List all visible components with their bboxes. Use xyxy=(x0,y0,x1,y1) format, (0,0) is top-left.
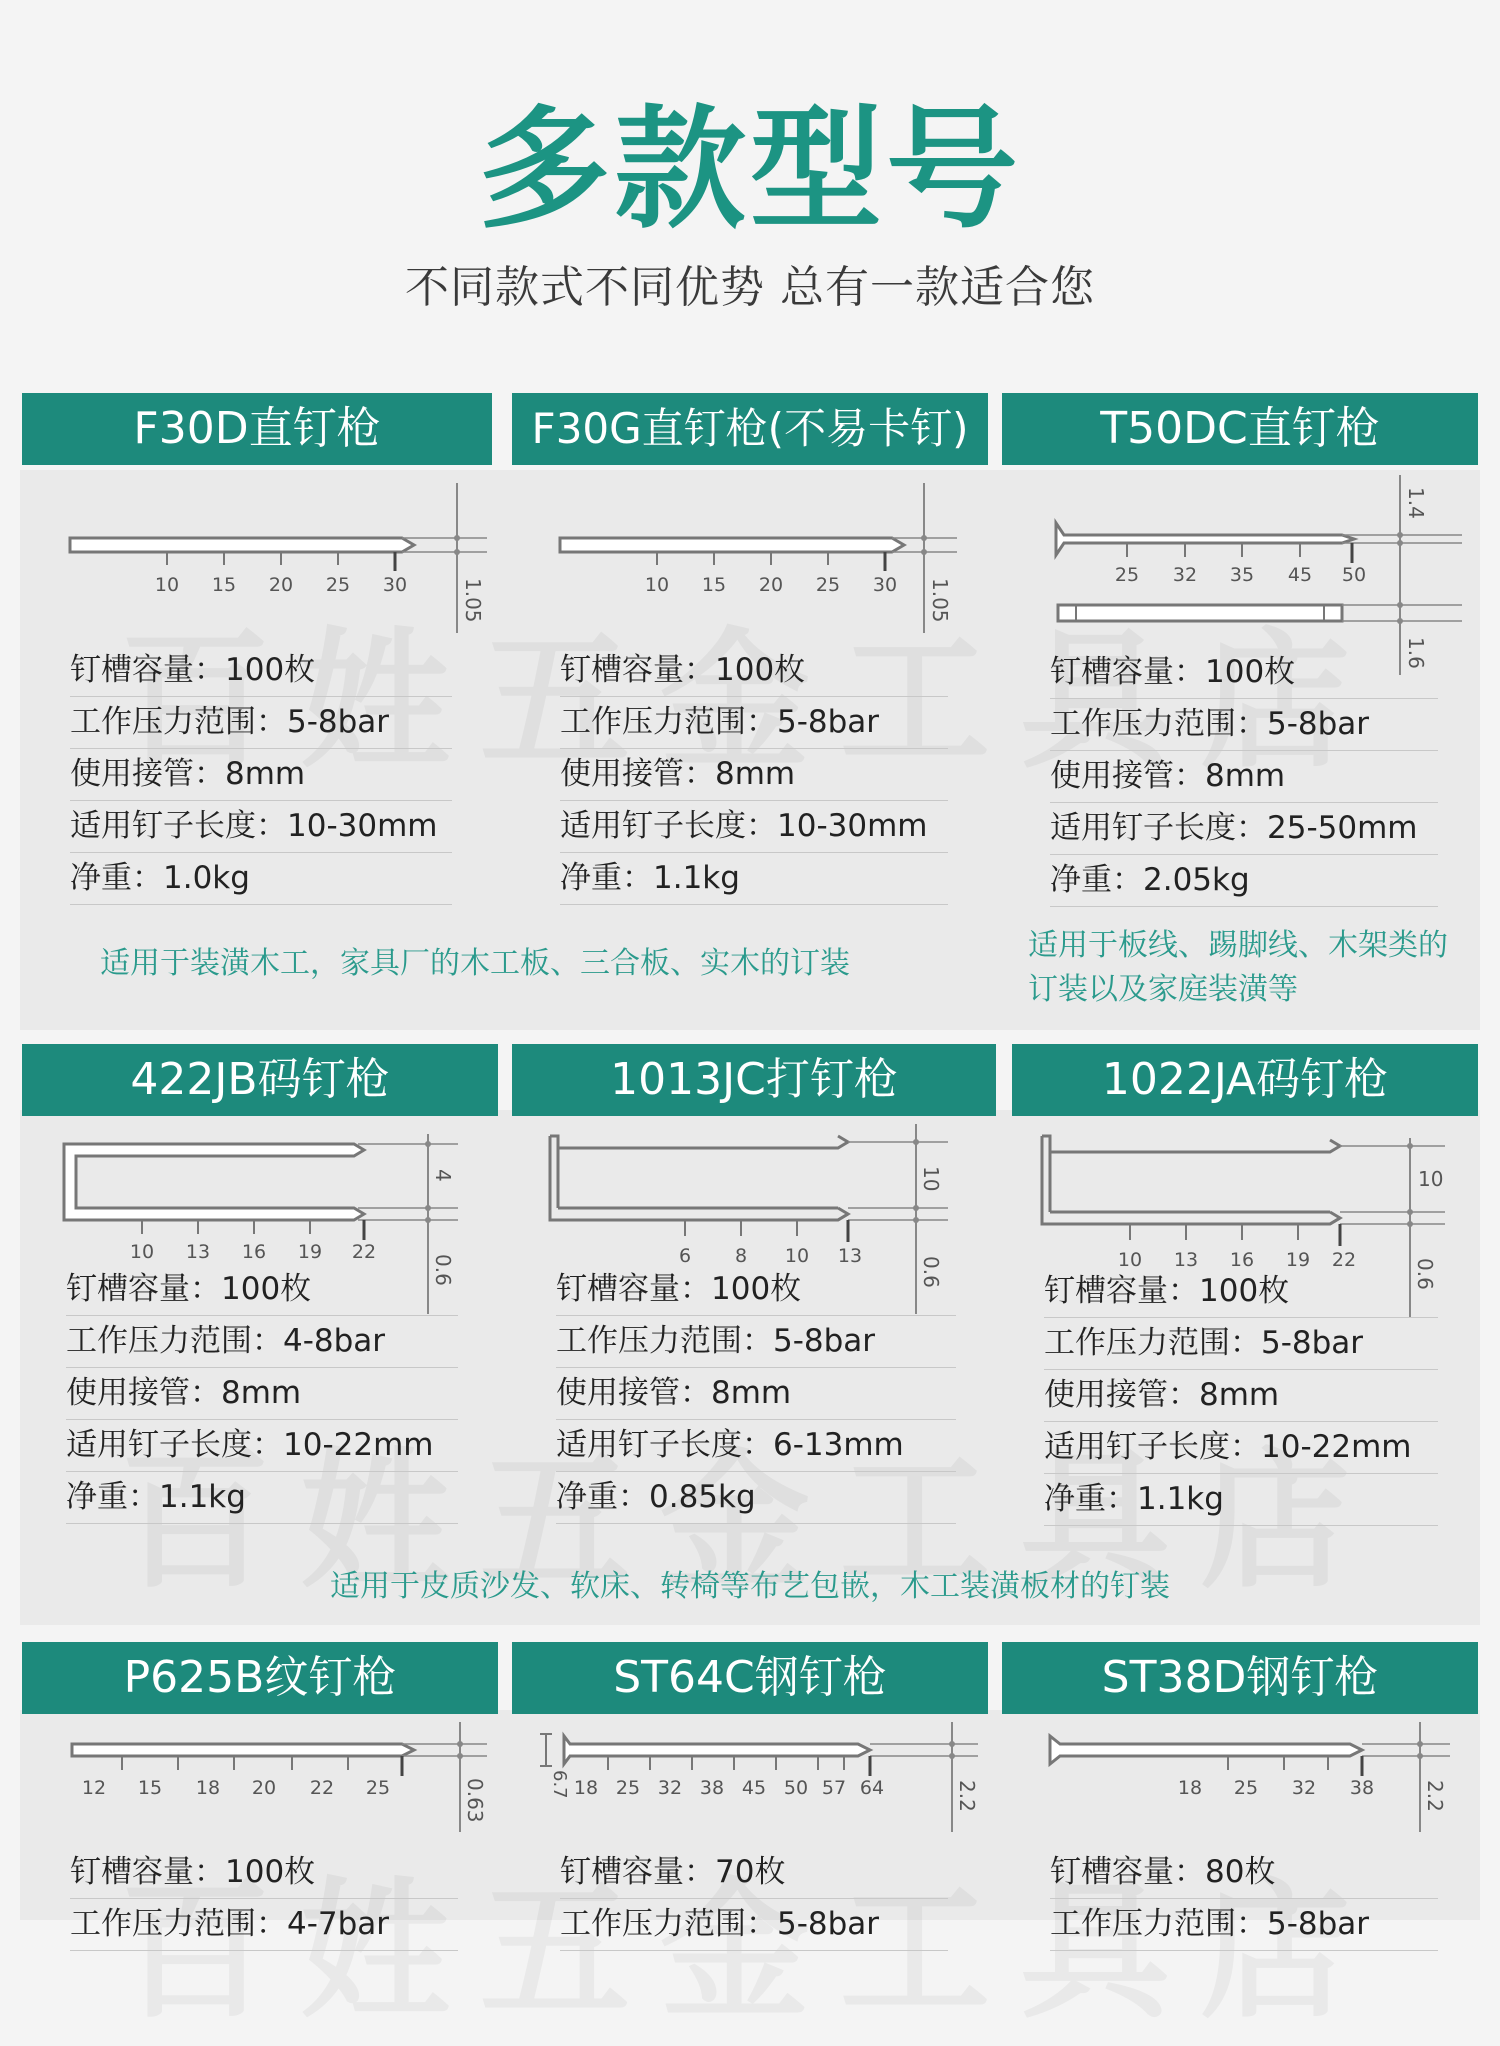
tick-label: 45 xyxy=(1287,564,1313,586)
dimension-label: 0.6 xyxy=(919,1256,943,1288)
spec-capacity: 钉槽容量：100枚 xyxy=(1050,647,1438,699)
tick-label: 20 xyxy=(758,574,784,596)
product-card-1022ja xyxy=(1012,1044,1478,1625)
spec-pressure: 工作压力范围：5-8bar xyxy=(560,1899,948,1951)
tick-label: 10 xyxy=(784,1245,810,1267)
tick-label: 8 xyxy=(734,1245,748,1267)
spec-pressure: 工作压力范围：4-7bar xyxy=(70,1899,458,1951)
nail-dimension-diagram xyxy=(1042,475,1472,675)
dimension-label: 0.63 xyxy=(463,1778,487,1823)
tick-label: 32 xyxy=(1291,1777,1317,1799)
tick-label: 25 xyxy=(815,574,841,596)
usage-description: 适用于皮质沙发、软床、转椅等布艺包嵌，木工装潢板材的钉装 xyxy=(330,1569,1170,1604)
spec-list xyxy=(66,1264,458,1524)
tick-label: 16 xyxy=(1229,1249,1255,1271)
tick-label: 19 xyxy=(297,1241,323,1263)
spec-weight: 净重：2.05kg xyxy=(1050,855,1438,907)
tick-label: 64 xyxy=(859,1777,885,1799)
tick-label: 6 xyxy=(678,1245,692,1267)
spec-hose: 使用接管：8mm xyxy=(1044,1370,1438,1422)
spec-capacity: 钉槽容量：100枚 xyxy=(560,645,948,697)
product-title: ST64C钢钉枪 xyxy=(512,1642,988,1714)
tick-label: 50 xyxy=(783,1777,809,1799)
tick-label: 22 xyxy=(351,1241,377,1263)
product-card-p625b xyxy=(22,1642,498,1942)
spec-nail-length: 适用钉子长度：6-13mm xyxy=(556,1420,956,1472)
tick-label: 25 xyxy=(1114,564,1140,586)
spec-pressure: 工作压力范围：5-8bar xyxy=(556,1316,956,1368)
tick-label: 13 xyxy=(185,1241,211,1263)
tick-label: 45 xyxy=(741,1777,767,1799)
tick-label: 18 xyxy=(573,1777,599,1799)
dimension-label: 10 xyxy=(919,1166,943,1192)
dimension-label: 0.6 xyxy=(1413,1258,1437,1290)
usage-description: 适用于板线、踢脚线、木架类的订装以及家庭装潢等 xyxy=(1028,928,1448,1007)
tick-label: 57 xyxy=(821,1777,847,1799)
product-title: 1013JC打钉枪 xyxy=(512,1044,996,1116)
tick-label: 16 xyxy=(241,1241,267,1263)
nail-dimension-diagram xyxy=(1038,1722,1468,1832)
spec-hose: 使用接管：8mm xyxy=(66,1368,458,1420)
tick-label: 18 xyxy=(1177,1777,1203,1799)
product-card-st64c xyxy=(512,1642,988,1942)
spec-hose: 使用接管：8mm xyxy=(556,1368,956,1420)
spec-list xyxy=(70,1847,458,1951)
tick-label: 18 xyxy=(195,1777,221,1799)
tick-label: 38 xyxy=(699,1777,725,1799)
tick-label: 50 xyxy=(1341,564,1367,586)
tick-label: 13 xyxy=(1173,1249,1199,1271)
tick-label: 20 xyxy=(251,1777,277,1799)
nail-dimension-diagram xyxy=(552,483,982,633)
tick-label: 25 xyxy=(1233,1777,1259,1799)
usage-description: 适用于装潢木工，家具厂的木工板、三合板、实木的订装 xyxy=(100,946,850,981)
dimension-label: 0.6 xyxy=(431,1254,455,1286)
tick-label: 13 xyxy=(837,1245,863,1267)
spec-pressure: 工作压力范围：5-8bar xyxy=(1050,699,1438,751)
spec-capacity: 钉槽容量：100枚 xyxy=(1044,1266,1438,1318)
tick-label: 30 xyxy=(872,574,898,596)
spec-pressure: 工作压力范围：5-8bar xyxy=(1044,1318,1438,1370)
nail-dimension-diagram xyxy=(62,483,492,633)
tick-label: 35 xyxy=(1229,564,1255,586)
dimension-label: 10 xyxy=(1418,1167,1444,1191)
dimension-label: 1.05 xyxy=(461,578,485,623)
spec-hose: 使用接管：8mm xyxy=(1050,751,1438,803)
spec-weight: 净重：1.1kg xyxy=(66,1472,458,1524)
tick-label: 25 xyxy=(365,1777,391,1799)
spec-capacity: 钉槽容量：100枚 xyxy=(70,1847,458,1899)
product-title: ST38D钢钉枪 xyxy=(1002,1642,1478,1714)
spec-list xyxy=(70,645,452,905)
tick-label: 15 xyxy=(211,574,237,596)
product-title: F30D直钉枪 xyxy=(22,393,492,465)
dimension-label: 1.6 xyxy=(1404,637,1428,669)
nail-dimension-diagram xyxy=(62,1722,492,1832)
product-card-f30d xyxy=(22,393,492,1030)
tick-label: 10 xyxy=(1117,1249,1143,1271)
spec-capacity: 钉槽容量：70枚 xyxy=(560,1847,948,1899)
spec-list xyxy=(1044,1266,1438,1526)
spec-capacity: 钉槽容量：100枚 xyxy=(70,645,452,697)
tick-label: 25 xyxy=(325,574,351,596)
tick-label: 25 xyxy=(615,1777,641,1799)
product-card-st38d xyxy=(1002,1642,1478,1942)
spec-capacity: 钉槽容量：100枚 xyxy=(556,1264,956,1316)
tick-label: 32 xyxy=(657,1777,683,1799)
product-card-f30g xyxy=(512,393,988,1030)
tick-label: 10 xyxy=(129,1241,155,1263)
spec-pressure: 工作压力范围：4-8bar xyxy=(66,1316,458,1368)
nail-dimension-diagram xyxy=(538,1722,988,1832)
spec-weight: 净重：1.1kg xyxy=(1044,1474,1438,1526)
tick-label: 30 xyxy=(382,574,408,596)
dimension-label: 1.4 xyxy=(1404,487,1428,519)
spec-nail-length: 适用钉子长度：10-22mm xyxy=(1044,1422,1438,1474)
spec-capacity: 钉槽容量：80枚 xyxy=(1050,1847,1438,1899)
spec-pressure: 工作压力范围：5-8bar xyxy=(70,697,452,749)
spec-nail-length: 适用钉子长度：10-30mm xyxy=(560,801,948,853)
spec-capacity: 钉槽容量：100枚 xyxy=(66,1264,458,1316)
spec-weight: 净重：1.0kg xyxy=(70,853,452,905)
product-title: F30G直钉枪(不易卡钉) xyxy=(512,393,988,465)
tick-label: 12 xyxy=(81,1777,107,1799)
tick-label: 20 xyxy=(268,574,294,596)
spec-weight: 净重：0.85kg xyxy=(556,1472,956,1524)
tick-label: 22 xyxy=(1331,1249,1357,1271)
spec-list xyxy=(560,645,948,905)
spec-nail-length: 适用钉子长度：10-30mm xyxy=(70,801,452,853)
dimension-label: 2.2 xyxy=(955,1780,979,1812)
product-title: 1022JA码钉枪 xyxy=(1012,1044,1478,1116)
spec-pressure: 工作压力范围：5-8bar xyxy=(1050,1899,1438,1951)
spec-list xyxy=(1050,1847,1438,1951)
spec-nail-length: 适用钉子长度：10-22mm xyxy=(66,1420,458,1472)
tick-label: 38 xyxy=(1349,1777,1375,1799)
spec-nail-length: 适用钉子长度：25-50mm xyxy=(1050,803,1438,855)
tick-label: 32 xyxy=(1172,564,1198,586)
tick-label: 15 xyxy=(137,1777,163,1799)
product-card-1013jc xyxy=(512,1044,996,1625)
tick-label: 22 xyxy=(309,1777,335,1799)
spec-hose: 使用接管：8mm xyxy=(70,749,452,801)
spec-weight: 净重：1.1kg xyxy=(560,853,948,905)
dimension-label: 4 xyxy=(431,1169,455,1182)
spec-hose: 使用接管：8mm xyxy=(560,749,948,801)
product-title: T50DC直钉枪 xyxy=(1002,393,1478,465)
spec-pressure: 工作压力范围：5-8bar xyxy=(560,697,948,749)
page-subtitle: 不同款式不同优势 总有一款适合您 xyxy=(405,262,1095,313)
page-title: 多款型号 xyxy=(478,93,1022,247)
product-title: P625B纹钉枪 xyxy=(22,1642,498,1714)
tick-label: 10 xyxy=(644,574,670,596)
spec-list xyxy=(556,1264,956,1524)
spec-list xyxy=(560,1847,948,1951)
dimension-label: 6.7 xyxy=(549,1770,570,1799)
product-card-422jb xyxy=(22,1044,498,1625)
spec-list xyxy=(1050,647,1438,907)
dimension-label: 2.2 xyxy=(1423,1780,1447,1812)
product-title: 422JB码钉枪 xyxy=(22,1044,498,1116)
dimension-label: 1.05 xyxy=(928,578,952,623)
tick-label: 15 xyxy=(701,574,727,596)
tick-label: 19 xyxy=(1285,1249,1311,1271)
tick-label: 10 xyxy=(154,574,180,596)
